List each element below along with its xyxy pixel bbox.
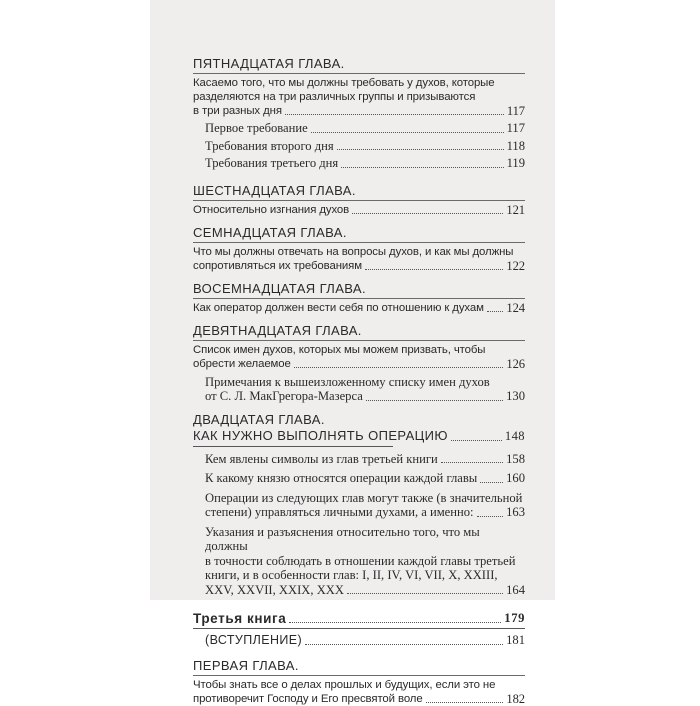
toc-entry[interactable] (193, 104, 525, 118)
leader-dots (285, 114, 504, 115)
entry-label: Требования второго дня (205, 138, 334, 153)
entry-label: степени) управляться личными духами, а именно: (205, 505, 474, 519)
desc-line: противоречит Господу и Его пресвятой воле (193, 693, 423, 705)
chapter-title: ВОСЕМНАДЦАТАЯ ГЛАВА. (193, 281, 525, 299)
page-number: 121 (506, 202, 525, 217)
entry-label: Требования третьего дня (205, 156, 339, 170)
toc-entry[interactable] (193, 692, 525, 706)
page-number: 119 (506, 156, 525, 170)
page-number: 148 (504, 428, 525, 443)
chapter-title: ШЕСТНАДЦАТАЯ ГЛАВА. (193, 183, 525, 201)
page-number: 122 (506, 258, 525, 273)
page-number: 164 (506, 582, 525, 597)
chapter-description (193, 245, 525, 273)
leader-dots (480, 482, 503, 483)
entry-last-line (205, 583, 525, 598)
leader-dots (311, 132, 504, 133)
toc-entry[interactable] (193, 428, 525, 444)
page-number: 126 (506, 356, 525, 371)
toc-entry[interactable] (193, 525, 525, 598)
table-of-contents (193, 56, 525, 706)
leader-dots (337, 149, 504, 150)
book-title: Третья книга (193, 611, 287, 626)
desc-line: Список имен духов, которых мы можем призвать, чтобы (193, 343, 486, 356)
leader-dots (352, 213, 503, 214)
leader-dots (305, 644, 503, 645)
leader-dots (294, 367, 504, 368)
entry-label: от С. Л. МакГрегора-Мазерса (205, 389, 363, 403)
leader-dots (487, 311, 504, 312)
entry-label: Указания и разъяснения относительно того, что мы должны (205, 524, 480, 553)
desc-line: Чтобы знать все о делах прошлых и будущих, если это не (193, 679, 496, 691)
page-number: 182 (506, 692, 525, 706)
page-number: 179 (504, 611, 525, 625)
toc-entry[interactable] (193, 301, 525, 315)
desc-line: Как оператор должен вести себя по отношению к духам (193, 301, 484, 314)
entry-label: Примечания к вышеизложенному списку имен духов (205, 374, 490, 389)
desc-line: сопротивляться их требованиям (193, 259, 362, 272)
toc-entry[interactable] (193, 259, 525, 273)
divider (193, 446, 393, 447)
page-number: 160 (506, 471, 525, 485)
toc-entry[interactable] (193, 491, 525, 520)
toc-entry[interactable] (193, 633, 525, 648)
desc-line: Относительно изгнания духов (193, 203, 350, 216)
desc-line: Касаемо того, что мы должны требовать у духов, которые (193, 77, 495, 89)
chapter-description (193, 343, 525, 371)
toc-entry[interactable] (193, 121, 525, 136)
leader-dots (341, 167, 503, 168)
leader-dots (347, 593, 503, 594)
page-number: 117 (506, 104, 525, 118)
entry-label: (ВСТУПЛЕНИЕ) (205, 633, 303, 647)
leader-dots (365, 269, 503, 270)
toc-entry[interactable] (193, 203, 525, 217)
entry-label: Первое требование (205, 121, 308, 135)
chapter-description (193, 678, 525, 706)
toc-entry[interactable] (193, 375, 525, 404)
entry-label: К какому князю относятся операции каждой главы (205, 471, 478, 485)
chapter-description (193, 76, 525, 118)
entry-label: книги, и в особенности глав: I, II, IV, VI, VII, X, XXIII, (205, 568, 498, 582)
page-number: 181 (506, 633, 525, 647)
page-number: 117 (506, 121, 525, 135)
desc-line: в три разных дня (193, 105, 282, 117)
page-number: 118 (506, 138, 525, 153)
toc-entry[interactable] (193, 471, 525, 486)
book-heading[interactable] (193, 611, 525, 626)
entry-last-line (205, 389, 525, 404)
toc-entry[interactable] (193, 452, 525, 467)
page-number: 130 (506, 389, 525, 403)
divider (193, 628, 525, 629)
leader-dots (451, 440, 502, 441)
leader-dots (366, 400, 503, 401)
toc-entry[interactable] (193, 357, 525, 371)
desc-line: Что мы должны отвечать на вопросы духов, и как мы должны (193, 245, 514, 258)
chapter-title: ДЕВЯТНАДЦАТАЯ ГЛАВА. (193, 323, 525, 341)
entry-last-line (205, 505, 525, 520)
chapter-title: ПЯТНАДЦАТАЯ ГЛАВА. (193, 56, 525, 74)
chapter-title: СЕМНАДЦАТАЯ ГЛАВА. (193, 225, 525, 243)
toc-entry[interactable] (193, 156, 525, 171)
leader-dots (441, 462, 503, 463)
leader-dots (426, 702, 504, 703)
chapter-title: ПЕРВАЯ ГЛАВА. (193, 658, 525, 676)
entry-label: Кем явлены символы из глав третьей книги (205, 451, 438, 466)
desc-line: разделяются на три различных группы и призываются (193, 91, 476, 103)
chapter-title: ДВАДЦАТАЯ ГЛАВА. (193, 411, 325, 427)
entry-label: XXV, XXVII, XXIX, XXX (205, 582, 344, 597)
entry-label: Операции из следующих глав могут также (в значительной (205, 490, 523, 505)
page-number: 163 (506, 505, 525, 519)
entry-label: в точности соблюдать в отношении каждой главы третьей (205, 553, 516, 568)
leader-dots (477, 516, 504, 517)
chapter-subtitle: КАК НУЖНО ВЫПОЛНЯТЬ ОПЕРАЦИЮ (193, 427, 448, 443)
leader-dots (289, 622, 501, 623)
page-number: 124 (506, 300, 525, 315)
page-number: 158 (506, 451, 525, 466)
desc-line: обрести желаемое (193, 357, 291, 370)
toc-entry[interactable] (193, 139, 525, 154)
